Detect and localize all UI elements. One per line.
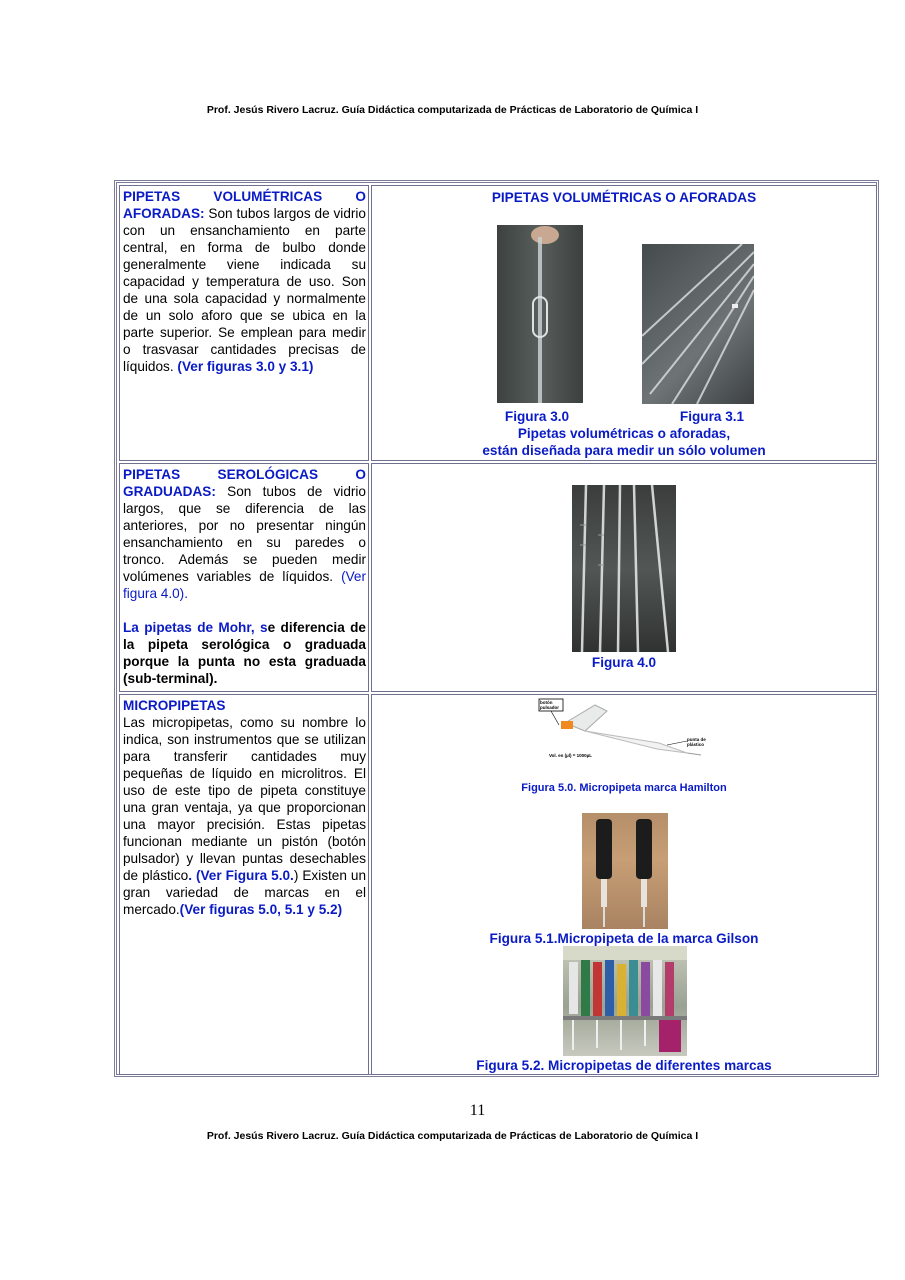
micropipette-ref-2: (Ver figuras 5.0, 5.1 y 5.2) [179,902,343,917]
micropipette-body-1: Las micropipetas, como su nombre lo indica, son instrumentos que se utilizan para transferir cantidades muy pequeñas de líquido en microlitros. El uso de este tipo de pipeta constituye una gran ventaja, ya que proporcionan una mayor precisión. Estas pipetas funcionan mediante un pistón (botón pulsador) y llevan puntas desechables de plástico [123,715,366,883]
hamilton-label-button: botón pulsador [540,700,560,710]
serological-pipette-photo [572,485,676,652]
fig-5-2-label: Figura 5.2. Micropipetas de diferentes marcas [476,1058,772,1073]
volumetric-pipette-photo-a [497,225,583,403]
volumetric-fig-title: PIPETAS VOLUMÉTRICAS O AFORADAS [491,190,757,205]
hamilton-micropipette-diagram [537,697,717,761]
running-header: Prof. Jesús Rivero Lacruz. Guía Didáctica computarizada de Prácticas de Laboratorio de Química I [206,104,699,116]
fig-3-1-label: Figura 3.1 [679,409,745,424]
volumetric-caption-line-1: Pipetas volumétricas o aforadas, [517,426,731,441]
serological-term: PIPETAS SEROLÓGICAS O GRADUADAS: [123,467,366,499]
mohr-term: La pipetas de Mohr, s [123,620,268,635]
micropipette-body-2: ) Existen un gran variedad de marcas en el mercado. [123,868,367,917]
serological-ref: (Ver figura 4.0). [123,569,366,601]
volumetric-body: Son tubos largos de vidrio con un ensanchamiento en parte central, en forma de bulbo donde generalmente viene indicada su capacidad y temperatura de uso. Son de una sola capacidad y normalmente de un solo aforo que se ubica en la parte superior. Se emplean para medir o trasvasar cantidades precisas de líquidos. [123,206,366,374]
hamilton-label-tip: punta de plástico [687,737,706,747]
micropipette-figures-cell [371,694,877,1075]
volumetric-figures-cell [371,185,877,461]
micropipette-ref-1: . (Ver Figura 5.0. [188,868,294,883]
gilson-micropipette-photo [582,813,668,929]
volumetric-ref: (Ver figuras 3.0 y 3.1) [177,359,314,374]
micropipette-term: MICROPIPETAS [123,698,226,713]
serological-body: Son tubos de vidrio largos, que se diferencia de las anteriores, por no presentar ningún ensanchamiento en su paredes o tronco. Además se pueden medir volúmenes variables de líquidos. [123,484,366,584]
content-table [114,180,879,1077]
volumetric-pipette-description [119,185,369,461]
micropipettes-brands-photo [563,946,687,1056]
fig-5-1-label: Figura 5.1.Micropipeta de la marca Gilson [489,931,759,946]
serological-pipette-description [119,463,369,692]
fig-4-0-label: Figura 4.0 [591,655,657,670]
serological-figure-cell [371,463,877,692]
volumetric-pipette-photo-b [642,244,754,404]
mohr-body: e diferencia de la pipeta serológica o graduada porque la punta no esta graduada (sub-terminal). [123,620,366,686]
hamilton-label-volume: Vol. en (µl) = 1000µL [549,753,592,758]
volumetric-term: PIPETAS VOLUMÉTRICAS O AFORADAS: [123,189,366,221]
micropipette-description [119,694,369,1075]
running-footer: Prof. Jesús Rivero Lacruz. Guía Didáctica computarizada de Prácticas de Laboratorio de Química I [206,1130,699,1142]
fig-3-0-label: Figura 3.0 [504,409,570,424]
page-number: 11 [469,1102,486,1119]
fig-5-0-label: Figura 5.0. Micropipeta marca Hamilton [521,782,727,794]
volumetric-caption-line-2: están diseñada para medir un sólo volumen [482,443,766,458]
